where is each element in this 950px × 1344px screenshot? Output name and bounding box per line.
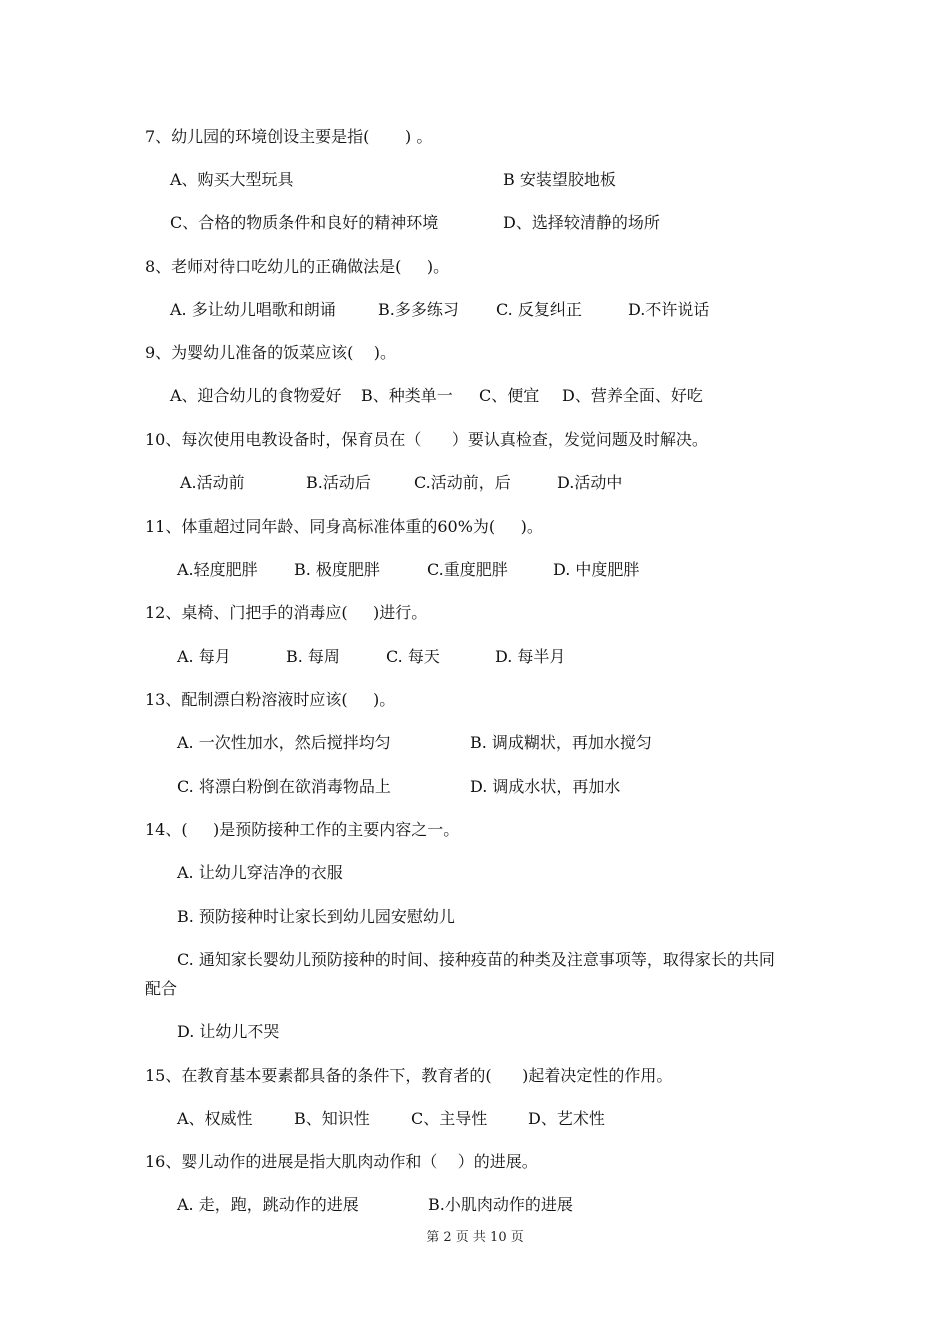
question-13-option-d: D. 调成水状，再加水 <box>470 777 621 796</box>
question-7-option-b: B 安装望胶地板 <box>503 170 616 189</box>
question-11-option-a: A.轻度肥胖 <box>177 560 258 579</box>
question-12-option-a: A. 每月 <box>177 647 231 666</box>
question-14-stem: 14、( )是预防接种工作的主要内容之一。 <box>145 820 460 839</box>
question-13-option-a: A. 一次性加水，然后搅拌均匀 <box>177 733 391 752</box>
question-16-option-b: B.小肌肉动作的进展 <box>428 1195 573 1214</box>
question-8-option-d: D.不许说话 <box>628 300 710 319</box>
question-8-option-b: B.多多练习 <box>378 300 459 319</box>
question-10-option-c: C.活动前，后 <box>414 473 511 492</box>
question-13-option-b: B. 调成糊状，再加水搅匀 <box>470 733 652 752</box>
question-14-option-b: B. 预防接种时让家长到幼儿园安慰幼儿 <box>177 907 455 926</box>
question-10-option-d: D.活动中 <box>557 473 623 492</box>
question-15-option-c: C、主导性 <box>411 1109 488 1128</box>
question-12-option-c: C. 每天 <box>386 647 440 666</box>
question-10-stem: 10、每次使用电教设备时，保育员在（ ）要认真检查，发觉问题及时解决。 <box>145 430 708 449</box>
question-16-stem: 16、婴儿动作的进展是指大肌肉动作和（ ）的进展。 <box>145 1152 538 1171</box>
question-15-stem: 15、在教育基本要素都具备的条件下，教育者的( )起着决定性的作用。 <box>145 1066 673 1085</box>
question-9-option-a: A、迎合幼儿的食物爱好 <box>170 386 342 405</box>
question-9-option-c: C、便宜 <box>479 386 540 405</box>
question-8-stem: 8、老师对待口吃幼儿的正确做法是( )。 <box>145 257 450 276</box>
question-15-option-d: D、艺术性 <box>528 1109 605 1128</box>
question-9-option-b: B、种类单一 <box>361 386 453 405</box>
question-7-option-c: C、合格的物质条件和良好的精神环境 <box>170 213 439 232</box>
question-13-stem: 13、配制漂白粉溶液时应该( )。 <box>145 690 396 709</box>
question-15-option-a: A、权威性 <box>177 1109 253 1128</box>
question-7-option-d: D、选择较清静的场所 <box>503 213 660 232</box>
question-10-option-a: A.活动前 <box>180 473 245 492</box>
question-13-option-c: C. 将漂白粉倒在欲消毒物品上 <box>177 777 391 796</box>
question-9-option-d: D、营养全面、好吃 <box>562 386 703 405</box>
question-11-stem: 11、体重超过同年龄、同身高标准体重的60%为( )。 <box>145 517 543 536</box>
question-9-stem: 9、为婴幼儿准备的饭菜应该( )。 <box>145 343 397 362</box>
question-8-option-a: A. 多让幼儿唱歌和朗诵 <box>170 300 336 319</box>
question-10-option-b: B.活动后 <box>306 473 371 492</box>
question-7-option-a: A、购买大型玩具 <box>170 170 294 189</box>
question-12-option-b: B. 每周 <box>286 647 340 666</box>
question-11-option-c: C.重度肥胖 <box>427 560 508 579</box>
question-14-option-c-line1: C. 通知家长婴幼儿预防接种的时间、接种疫苗的种类及注意事项等，取得家长的共同 <box>177 950 775 969</box>
question-11-option-b: B. 极度肥胖 <box>294 560 380 579</box>
page-number-footer: 第 2 页 共 10 页 <box>426 1230 524 1245</box>
question-14-option-d: D. 让幼儿不哭 <box>177 1022 280 1041</box>
question-12-stem: 12、桌椅、门把手的消毒应( )进行。 <box>145 603 428 622</box>
question-16-option-a: A. 走，跑，跳动作的进展 <box>177 1195 359 1214</box>
question-8-option-c: C. 反复纠正 <box>496 300 582 319</box>
question-15-option-b: B、知识性 <box>294 1109 370 1128</box>
question-12-option-d: D. 每半月 <box>495 647 566 666</box>
question-14-option-a: A. 让幼儿穿洁净的衣服 <box>177 863 343 882</box>
question-7-stem: 7、幼儿园的环境创设主要是指( ) 。 <box>145 127 433 146</box>
question-14-option-c-line2: 配合 <box>145 979 178 998</box>
question-11-option-d: D. 中度肥胖 <box>553 560 640 579</box>
